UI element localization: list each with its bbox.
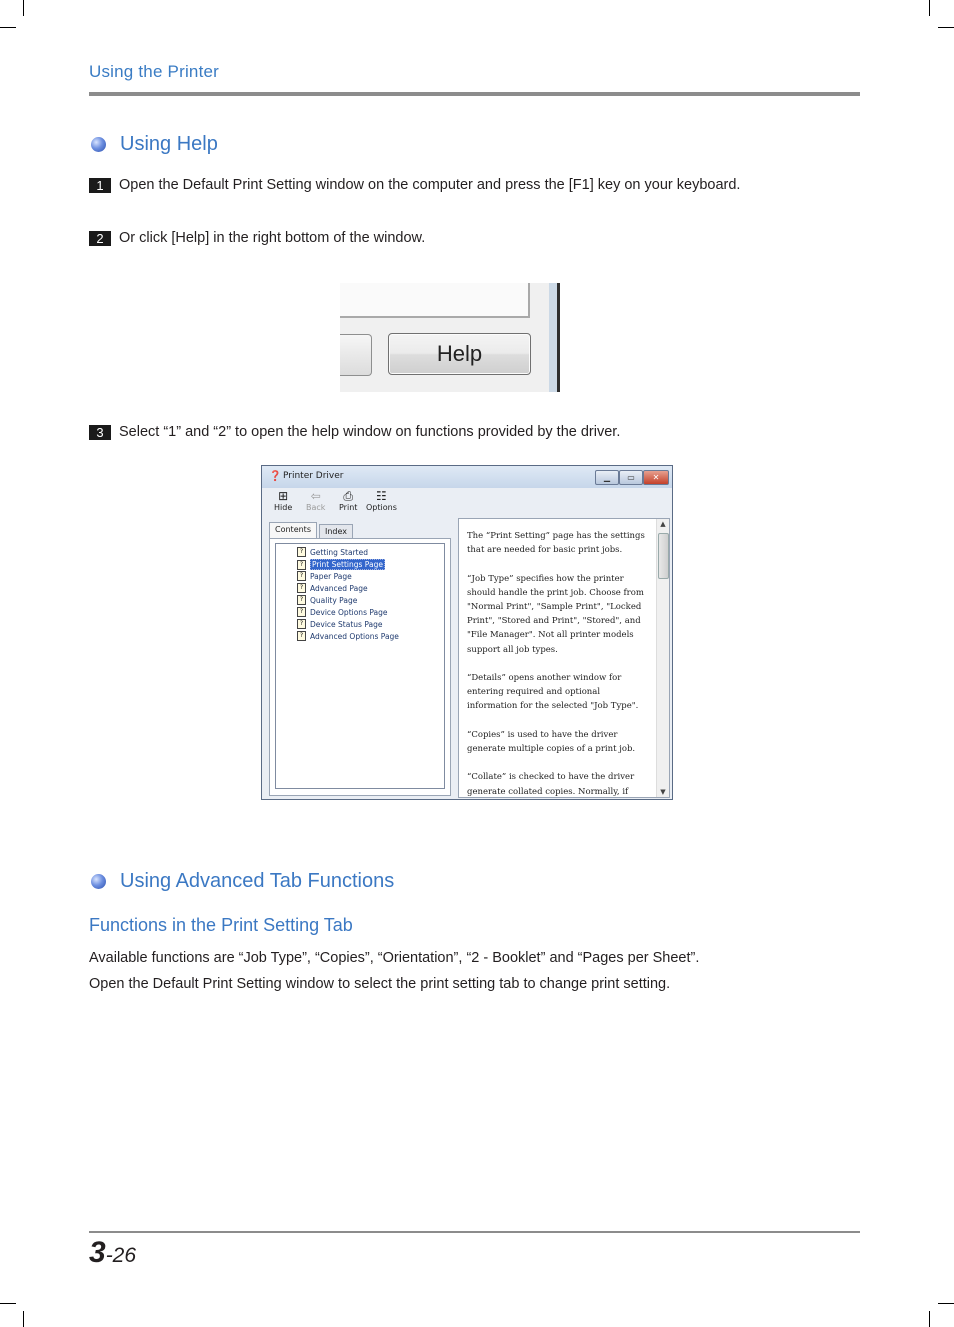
topic-paragraph: “Details” opens another window for entering required and optional information for the selected "Job Type". (467, 673, 639, 712)
tree-item[interactable] (297, 547, 368, 557)
crop-mark (938, 27, 954, 28)
hide-button[interactable] (274, 489, 292, 512)
body-paragraph: Open the Default Print Setting window to select the print setting tab to change print setting. (89, 976, 671, 992)
options-button[interactable] (366, 489, 397, 512)
help-topic-icon: ? (297, 631, 306, 641)
step-number: 1 (89, 178, 111, 193)
help-topic-icon: ? (297, 571, 306, 581)
window-border-dark (557, 283, 560, 392)
step-text: Or click [Help] in the right bottom of the window. (119, 230, 426, 246)
back-button[interactable] (306, 489, 325, 512)
step-text: Select “1” and “2” to open the help window on functions provided by the driver. (119, 424, 621, 440)
section-heading-advanced-tab (89, 870, 394, 893)
window-panel-edge (340, 283, 530, 318)
tree-item-selected[interactable] (297, 559, 385, 570)
tree-item[interactable] (297, 571, 352, 581)
topic-content-pane (458, 518, 670, 798)
crop-mark (0, 1303, 16, 1304)
adjacent-button (340, 334, 372, 376)
crop-mark (23, 1311, 24, 1327)
crop-mark (929, 1311, 930, 1327)
tree-item-label: Getting Started (310, 547, 368, 557)
help-topic-icon: ? (297, 595, 306, 605)
close-button[interactable]: ✕ (643, 470, 669, 485)
topic-paragraph: “Copies” is used to have the driver generate multiple copies of a print job. (467, 729, 636, 754)
window-border (549, 283, 557, 392)
topic-paragraph: “Job Type” specifies how the printer should handle the print job. Choose from "Normal Print", "Sample Print", "Locked Print", "Stored and Print", "Stored", and "File Manager". Not all printer models support all job types. (467, 573, 644, 655)
hide-icon: ⊞ (278, 489, 289, 503)
footer-rule (89, 1231, 860, 1233)
step-text: Open the Default Print Setting window on the computer and press the [F1] key on your keyboard. (119, 177, 741, 193)
scroll-thumb[interactable] (658, 533, 669, 579)
back-label: Back (306, 503, 326, 512)
help-topic-icon: ? (297, 607, 306, 617)
tree-item-label: Device Status Page (310, 619, 383, 629)
topic-text (467, 529, 649, 800)
running-header: Using the Printer (89, 62, 220, 81)
contents-panel (269, 538, 451, 796)
nav-tabs (269, 522, 355, 538)
section-heading-using-help (89, 133, 218, 156)
minimize-button[interactable]: ▁ (595, 470, 619, 485)
scroll-up-icon[interactable]: ▲ (660, 520, 666, 528)
tree-item-label: Device Options Page (310, 607, 388, 617)
scroll-down-icon[interactable]: ▼ (660, 788, 666, 796)
options-icon: ☷ (376, 489, 387, 503)
help-button[interactable]: Help (388, 333, 531, 375)
crop-mark (23, 0, 24, 16)
page-number (89, 1236, 136, 1270)
help-topic-icon: ? (297, 583, 306, 593)
tab-contents[interactable]: Contents (269, 522, 317, 538)
tree-item[interactable] (297, 631, 399, 641)
options-label: Options (366, 503, 397, 512)
bullet-icon (91, 137, 106, 152)
tree-item-label: Quality Page (310, 595, 358, 605)
crop-mark (0, 27, 16, 28)
crop-mark (938, 1303, 954, 1304)
help-app-icon: ❓ (269, 471, 282, 482)
back-arrow-icon: ⇦ (310, 489, 321, 503)
tree-item[interactable] (297, 607, 388, 617)
tree-item-label: Print Settings Page (312, 560, 383, 569)
step-number: 3 (89, 425, 111, 440)
help-topic-icon: ? (297, 547, 306, 557)
header-rule (89, 92, 860, 96)
subsection-title: Functions in the Print Setting Tab (89, 915, 353, 935)
tree-item-label: Paper Page (310, 571, 352, 581)
printer-icon: ⎙ (343, 489, 353, 503)
hide-label: Hide (274, 503, 293, 512)
help-window-screenshot (261, 465, 673, 800)
tree-item[interactable] (297, 595, 357, 605)
body-paragraph: Available functions are “Job Type”, “Copies”, “Orientation”, “2 - Booklet” and “Pages per Sheet”. (89, 950, 700, 966)
tree-item-label: Advanced Options Page (310, 631, 399, 641)
tree-item-label: Advanced Page (310, 583, 368, 593)
crop-mark (929, 0, 930, 16)
help-button-screenshot (340, 283, 560, 392)
chapter-number: 3 (89, 1236, 106, 1269)
tree-item[interactable] (297, 583, 368, 593)
maximize-button[interactable]: ▭ (619, 470, 643, 485)
section-title: Using Help (120, 133, 218, 155)
print-button[interactable] (339, 489, 357, 512)
step-3 (89, 424, 620, 440)
topic-paragraph: The “Print Setting” page has the settings that are needed for basic print jobs. (467, 531, 645, 556)
print-label: Print (339, 503, 358, 512)
help-topic-icon: ? (297, 560, 306, 570)
navigation-pane (267, 520, 453, 796)
vertical-scrollbar[interactable] (656, 519, 669, 797)
step-2 (89, 230, 425, 246)
window-title: Printer Driver (283, 471, 344, 481)
step-number: 2 (89, 231, 111, 246)
window-titlebar (262, 466, 672, 488)
contents-tree (275, 543, 445, 789)
tab-index[interactable]: Index (319, 524, 353, 538)
help-topic-icon: ? (297, 619, 306, 629)
step-1 (89, 177, 740, 193)
help-toolbar (262, 488, 672, 516)
section-title: Using Advanced Tab Functions (120, 870, 395, 892)
topic-paragraph: “Collate” is checked to have the driver generate collated copies. Normally, if (467, 772, 635, 797)
page-suffix: -26 (105, 1244, 137, 1267)
bullet-icon (91, 874, 106, 889)
tree-item[interactable] (297, 619, 382, 629)
